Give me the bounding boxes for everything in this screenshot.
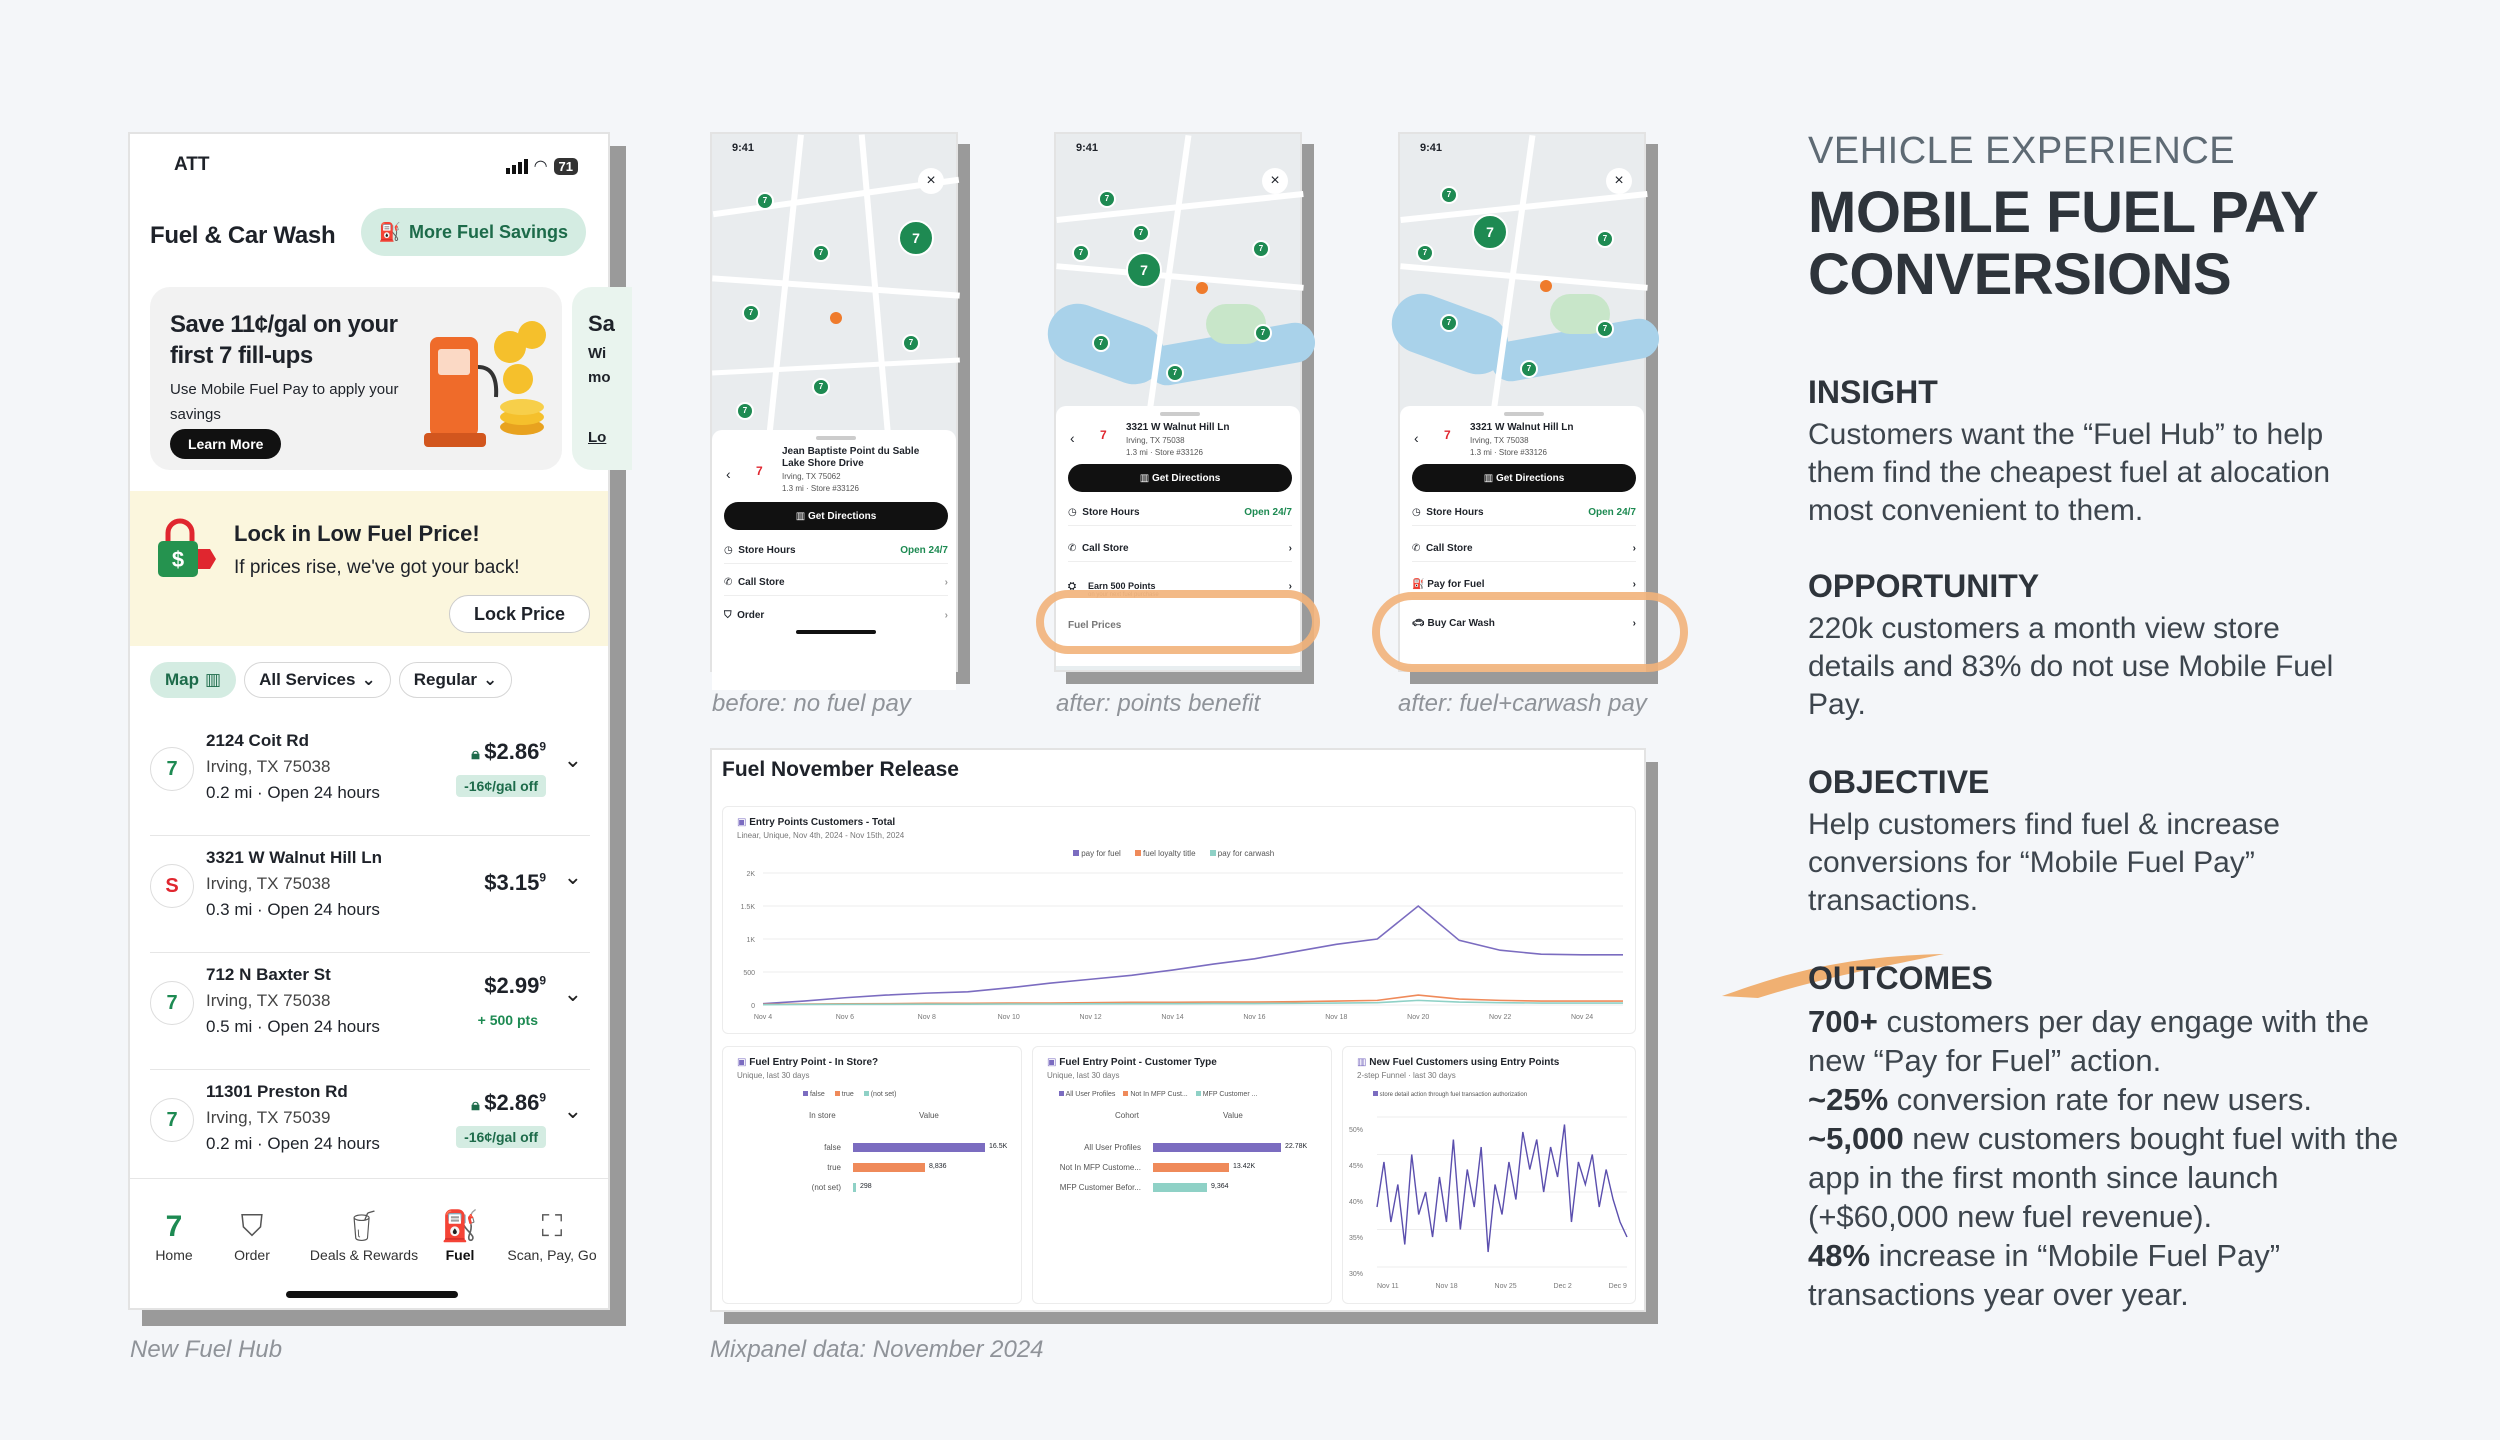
store-pin-icon[interactable]: 7 [1252, 240, 1270, 258]
get-directions-button[interactable]: ▥ Get Directions [724, 502, 948, 530]
tab-home[interactable]: 7 Home [144, 1207, 204, 1263]
store-city: Irving, TX 75038 [1470, 436, 1529, 445]
store-hours-row[interactable]: ◷ Store Hours Open 24/7 [1068, 500, 1292, 526]
selected-store-pin-icon[interactable]: 7 [898, 220, 934, 256]
tab-order[interactable]: ⛉ Order [222, 1207, 282, 1263]
y-axis-ticks: 50% 45% 40% 35% 30% [1349, 1127, 1364, 1278]
row-label: false [824, 1143, 841, 1152]
column-header: Value [1223, 1111, 1243, 1120]
x-tick-label: Nov 4 [753, 1014, 773, 1021]
promo-body: Use Mobile Fuel Pay to apply your savings [170, 381, 399, 423]
chevron-down-icon[interactable]: ⌄ [563, 981, 582, 1006]
store-hours-row[interactable]: ◷ Store Hours Open 24/7 [1412, 500, 1636, 526]
chevron-down-icon: ⌄ [483, 670, 498, 689]
store-address: 3321 W Walnut Hill Ln [206, 848, 382, 867]
bar-value: 13.42K [1233, 1163, 1256, 1170]
caption-fuel-hub: New Fuel Hub [130, 1336, 283, 1363]
x-tick-label: Nov 20 [1407, 1014, 1430, 1021]
store-pin-icon[interactable]: 7 [1596, 230, 1614, 248]
bar-value: 8,836 [929, 1163, 947, 1170]
chevron-down-icon: ⌄ [361, 670, 376, 689]
chart-icon: ▣ [1047, 1057, 1060, 1068]
store-name: Jean Baptiste Point du Sable Lake Shore Drive [782, 446, 920, 469]
outcome-item: ~25% conversion rate for new users. [1808, 1082, 2313, 1117]
row-label: Not In MFP Custome... [1059, 1163, 1141, 1172]
store-logo-icon: 7 [150, 1098, 194, 1142]
store-pin-icon[interactable]: 7 [1596, 320, 1614, 338]
phone-icon: ✆ [1068, 543, 1082, 554]
tab-deals-rewards[interactable]: 🥤︎ Deals & Rewards [306, 1207, 422, 1263]
store-row[interactable] [150, 836, 590, 953]
earn-points-row[interactable]: ⛭ Earn 500 Points › on your next fuel purchase [1068, 580, 1292, 598]
get-directions-button[interactable]: ▥ Get Directions [1068, 464, 1292, 492]
caption-carwash: after: fuel+carwash pay [1398, 690, 1647, 717]
carrier-label: ATT [174, 154, 210, 175]
store-distance: 0.3 mi · Open 24 hours [206, 900, 380, 919]
opportunity-text: 220k customers a month view store details and 83% do not use Mobile Fuel Pay. [1808, 612, 2334, 721]
store-pin-icon[interactable]: 7 [1440, 186, 1458, 204]
clock-icon: ◷ [1412, 507, 1427, 518]
signal-icon [506, 159, 528, 174]
new-fuel-customers-panel [1342, 1046, 1636, 1304]
section-kicker: VEHICLE EXPERIENCE [1808, 130, 2236, 172]
status-time: 9:41 [732, 142, 755, 154]
store-logo-icon: 7 [150, 747, 194, 791]
x-tick-label: Nov 16 [1243, 1014, 1266, 1021]
store-pin-icon[interactable]: 7 [1098, 190, 1116, 208]
home-icon: 7 [165, 1210, 183, 1243]
lock-price-banner [130, 491, 608, 646]
row-label: (not set) [811, 1183, 841, 1192]
x-tick-label: Nov 24 [1570, 1014, 1594, 1021]
store-city: Irving, TX 75062 [782, 472, 841, 481]
store-meta: 1.3 mi · Store #33126 [1470, 448, 1547, 457]
objective-text: Help customers find fuel & increase conversions for “Mobile Fuel Pay” transactions. [1808, 808, 2280, 917]
lock-price-title: Lock in Low Fuel Price! [234, 521, 480, 546]
lock-price-button[interactable]: Lock Price [449, 595, 590, 633]
y-tick-label: 2K [746, 871, 755, 878]
insight-heading: INSIGHT [1808, 374, 1938, 410]
user-location-icon [830, 312, 842, 324]
store-pin-icon[interactable]: 7 [1254, 324, 1272, 342]
store-pin-icon[interactable]: 7 [736, 402, 754, 420]
column-header: Cohort [1115, 1111, 1140, 1120]
entry-points-line-chart [723, 865, 1633, 1033]
outcomes-text [1808, 1002, 2408, 1314]
x-tick-label: Nov 18 [1325, 1014, 1348, 1021]
status-time: 9:41 [1420, 142, 1443, 154]
svg-text:$: $ [171, 547, 185, 572]
map-icon: ▥ [1483, 472, 1496, 484]
x-axis-ticks: Nov 11 Nov 18 Nov 25 Dec 2 Dec 9 [1377, 1283, 1627, 1290]
fuel-prices-row[interactable]: Fuel Prices [1068, 619, 1122, 631]
map-filter-chip[interactable]: Map ▥ [150, 662, 236, 698]
outcomes-heading: OUTCOMES [1808, 960, 1993, 996]
bag-icon: ⛉ [240, 1210, 264, 1243]
store-pin-icon[interactable]: 7 [1132, 224, 1150, 242]
outcome-item: 700+ customers per day engage with the new “Pay for Fuel” action. [1808, 1004, 2369, 1078]
chevron-down-icon[interactable]: ⌄ [563, 747, 582, 772]
car-wash-icon: 🚗︎ [1412, 617, 1428, 629]
selected-store-pin-icon[interactable]: 7 [1472, 214, 1508, 250]
caption-points: after: points benefit [1056, 690, 1261, 717]
outcome-item: 48% increase in “Mobile Fuel Pay” transactions year over year. [1808, 1238, 2281, 1312]
scan-icon: ⛶ [541, 1210, 563, 1243]
store-meta: 1.3 mi · Store #33126 [1126, 448, 1203, 457]
price-tag: -16¢/gal off [456, 1126, 546, 1148]
back-icon[interactable]: ‹ [1070, 430, 1075, 446]
cup-icon: 🥤︎ [344, 1210, 384, 1243]
store-pin-icon[interactable]: 7 [812, 378, 830, 396]
series-line [763, 906, 1623, 1004]
bar-value: 298 [860, 1183, 872, 1190]
store-logo-icon: 7 [1444, 428, 1451, 442]
lock-price-body: If prices rise, we've got your back! [234, 557, 520, 578]
get-directions-button[interactable]: ▥ Get Directions [1412, 464, 1636, 492]
mixpanel-dashboard [710, 748, 1646, 1312]
in-store-panel [722, 1046, 1022, 1304]
store-row[interactable] [150, 719, 590, 836]
store-distance: 0.2 mi · Open 24 hours [206, 1134, 380, 1153]
status-time: 9:41 [1076, 142, 1099, 154]
clock-icon: ◷ [724, 545, 739, 556]
row-label: All User Profiles [1084, 1143, 1141, 1152]
call-store-row[interactable]: ✆ Call Store › [724, 570, 948, 596]
customer-type-panel [1032, 1046, 1332, 1304]
y-tick-label: 1.5K [740, 904, 755, 911]
store-pin-icon[interactable]: 7 [1166, 364, 1184, 382]
legend-item: pay for fuel [1073, 849, 1121, 858]
learn-more-button[interactable]: Learn More [170, 429, 281, 459]
x-tick-label: Nov 8 [917, 1014, 936, 1021]
tab-scan-pay-go[interactable]: ⛶ Scan, Pay, Go [504, 1207, 600, 1263]
bottom-tab-bar [130, 1178, 608, 1308]
home-indicator [286, 1291, 458, 1298]
column-header: Value [919, 1111, 939, 1120]
pay-for-fuel-row[interactable]: ⛽ Pay for Fuel › [1412, 572, 1636, 598]
call-store-row[interactable]: ✆ Call Store › [1412, 536, 1636, 562]
row-label: MFP Customer Befor... [1059, 1183, 1141, 1192]
promo-card-next[interactable]: Sa Wi mo Lo [572, 287, 632, 470]
x-tick-label: Nov 22 [1489, 1014, 1512, 1021]
chart-icon: ▣ [737, 1057, 750, 1068]
dashboard-title: Fuel November Release [722, 758, 959, 781]
conversion-line [1377, 1125, 1627, 1253]
store-address: 2124 Coit Rd [206, 731, 309, 750]
fuel-price: $3.15$^9$ [484, 870, 546, 895]
caption-before: before: no fuel pay [712, 690, 911, 717]
selected-store-pin-icon[interactable]: 7 [1126, 252, 1162, 288]
caption-mixpanel: Mixpanel data: November 2024 [710, 1336, 1044, 1363]
store-logo-icon: 7 [1100, 428, 1107, 442]
fuel-pump-icon: ⛽ [378, 221, 401, 242]
grade-filter-chip[interactable]: Regular ⌄ [399, 662, 513, 698]
bar-all-users [1153, 1143, 1281, 1152]
store-meta: 1.3 mi · Store #33126 [782, 484, 859, 493]
close-icon[interactable]: × [1262, 168, 1288, 194]
store-pin-icon[interactable]: 7 [1520, 360, 1538, 378]
store-city: Irving, TX 75039 [206, 1108, 331, 1127]
y-tick-label: 0 [751, 1003, 755, 1010]
store-city: Irving, TX 75038 [1126, 436, 1185, 445]
legend-item: fuel loyalty title [1135, 849, 1196, 858]
bar-value: 9,364 [1211, 1183, 1229, 1190]
bar-true [853, 1163, 925, 1172]
chart-icon: ▣ [737, 817, 750, 828]
user-location-icon [1196, 282, 1208, 294]
close-icon[interactable]: × [918, 168, 944, 194]
panel-subtitle: Unique, last 30 days [737, 1071, 810, 1080]
panel-subtitle: Unique, last 30 days [1047, 1071, 1120, 1080]
close-icon[interactable]: × [1606, 168, 1632, 194]
legend-item: All User Profiles [1059, 1091, 1115, 1098]
map-icon: ▥ [795, 510, 808, 522]
bar-value: 16.5K [989, 1143, 1008, 1150]
store-pin-icon[interactable]: 7 [902, 334, 920, 352]
store-hours-row[interactable]: ◷ Store Hours Open 24/7 [724, 538, 948, 564]
points-tag: + 500 pts [477, 1012, 538, 1028]
fuel-pump-icon: ⛽ [1412, 579, 1428, 590]
fuel-pump-illustration-icon [410, 307, 560, 457]
phone-icon: ✆ [724, 577, 738, 588]
fuel-price: 🔒︎ $2.86$^9$ [471, 739, 546, 764]
battery-icon: 71 [554, 158, 578, 175]
opportunity-heading: OPPORTUNITY [1808, 568, 2040, 604]
outcome-item: ~5,000 new customers bought fuel with the app in the first month since launch (+$60,000 new fuel revenue). [1808, 1121, 2399, 1234]
lock-icon: 🔒︎ [471, 746, 485, 763]
store-name: 3321 W Walnut Hill Ln [1126, 422, 1230, 433]
panel-legend: store detail action through fuel transaction authorization [1373, 1091, 1527, 1098]
conversion-line-chart [1377, 1117, 1627, 1277]
chart-legend [1073, 849, 1274, 858]
store-pin-icon[interactable]: 7 [812, 244, 830, 262]
points-icon: ⛭ [1068, 580, 1076, 592]
map-icon: ▥ [1139, 472, 1152, 484]
store-pin-icon[interactable]: 7 [1072, 244, 1090, 262]
status-bar [130, 134, 608, 198]
store-detail-sheet [712, 430, 956, 690]
legend-item: (not set) [864, 1091, 897, 1098]
panel-legend [803, 1091, 896, 1098]
bar-value: 22.78K [1285, 1143, 1308, 1150]
objective-heading: OBJECTIVE [1808, 764, 1990, 800]
home-indicator [796, 630, 876, 634]
store-pin-icon[interactable]: 7 [742, 304, 760, 322]
bar-mfp-customer [1153, 1183, 1207, 1192]
store-city: Irving, TX 75038 [206, 757, 331, 776]
fuel-price: 🔒︎ $2.86$^9$ [471, 1090, 546, 1115]
back-icon[interactable]: ‹ [726, 466, 731, 482]
store-distance: 0.5 mi · Open 24 hours [206, 1017, 380, 1036]
y-tick-label: 500 [743, 970, 755, 977]
panel-title: ▣ Fuel Entry Point - Customer Type [1047, 1057, 1217, 1068]
back-icon[interactable]: ‹ [1414, 430, 1419, 446]
legend-item: Not In MFP Cust... [1123, 1091, 1187, 1098]
phone-icon: ✆ [1412, 543, 1426, 554]
buy-car-wash-row[interactable]: 🚗︎ Buy Car Wash › [1412, 617, 1636, 629]
x-tick-label: Nov 12 [1079, 1014, 1102, 1021]
more-fuel-savings-button[interactable] [361, 208, 586, 256]
filter-bar [150, 662, 512, 698]
x-tick-label: Nov 14 [1161, 1014, 1184, 1021]
promo-title: Save 11¢/gal on your first 7 fill-ups [170, 311, 398, 369]
store-address: 712 N Baxter St [206, 965, 331, 984]
panel-title: ▣ Fuel Entry Point - In Store? [737, 1057, 879, 1068]
row-label: true [827, 1163, 841, 1172]
panel-title: ▥ New Fuel Customers using Entry Points [1357, 1057, 1560, 1068]
promo-card[interactable] [150, 287, 562, 470]
store-logo-icon: 7 [756, 464, 763, 478]
price-lock-icon [154, 519, 220, 583]
bar-false [853, 1143, 985, 1152]
store-pin-icon[interactable]: 7 [1092, 334, 1110, 352]
clock-icon: ◷ [1068, 507, 1083, 518]
fuel-pump-icon: ⛽ [441, 1210, 479, 1243]
x-tick-label: Nov 6 [835, 1014, 855, 1021]
chart-subtitle: Linear, Unique, Nov 4th, 2024 - Nov 15th, 2024 [737, 831, 905, 840]
services-filter-chip[interactable]: All Services ⌄ [244, 662, 391, 698]
chevron-down-icon[interactable]: ⌄ [563, 1098, 582, 1123]
x-tick-label: Nov 10 [997, 1014, 1020, 1021]
store-pin-icon[interactable]: 7 [1440, 314, 1458, 332]
bar-not-set [853, 1183, 856, 1192]
store-distance: 0.2 mi · Open 24 hours [206, 783, 380, 802]
y-tick-label: 1K [746, 937, 755, 944]
chart-title: ▣ Entry Points Customers - Total [737, 817, 896, 828]
store-row[interactable] [150, 1070, 590, 1187]
highlight-pay-for-fuel [1372, 592, 1688, 672]
legend-item: MFP Customer ... [1196, 1091, 1258, 1098]
panel-subtitle: 2-step Funnel · last 30 days [1357, 1071, 1456, 1080]
call-store-row[interactable]: ✆ Call Store › [1068, 536, 1292, 562]
page-heading: MOBILE FUEL PAY CONVERSIONS [1808, 180, 2319, 307]
legend-item: pay for carwash [1210, 849, 1275, 858]
lock-icon: 🔒︎ [471, 1097, 485, 1114]
before-store-details-screen [710, 132, 958, 672]
wifi-icon: ◠ [533, 158, 548, 175]
panel-legend [1059, 1091, 1257, 1098]
store-pin-icon[interactable]: 7 [756, 192, 774, 210]
entry-points-chart-panel [722, 806, 1636, 1034]
user-location-icon [1540, 280, 1552, 292]
funnel-icon: ▥ [1357, 1057, 1370, 1068]
store-city: Irving, TX 75038 [206, 874, 331, 893]
store-logo-icon: 7 [150, 981, 194, 1025]
chevron-down-icon[interactable]: ⌄ [563, 864, 582, 889]
order-row[interactable]: ⛉ Order › [724, 609, 948, 621]
map-icon: ▥ [205, 670, 222, 689]
carwash-store-details-screen [1398, 132, 1646, 672]
price-tag: -16¢/gal off [456, 775, 546, 797]
store-name: 3321 W Walnut Hill Ln [1470, 422, 1574, 433]
tab-fuel[interactable]: ⛽ Fuel [430, 1207, 490, 1263]
insight-text: Customers want the “Fuel Hub” to help them find the cheapest fuel at alocation most convenient to them. [1808, 418, 2331, 527]
highlight-earn-points [1036, 590, 1320, 654]
column-header: In store [809, 1111, 836, 1120]
store-logo-icon: S [150, 864, 194, 908]
store-address: 11301 Preston Rd [206, 1082, 348, 1101]
store-city: Irving, TX 75038 [206, 991, 331, 1010]
bag-icon: ⛉ [724, 609, 738, 621]
store-row[interactable] [150, 953, 590, 1070]
bar-not-mfp [1153, 1163, 1229, 1172]
fuel-price: $2.99$^9$ [484, 973, 546, 998]
fuel-hub-phone [128, 132, 615, 1310]
legend-item: true [835, 1091, 854, 1098]
store-pin-icon[interactable]: 7 [1416, 244, 1434, 262]
legend-item: false [803, 1091, 825, 1098]
more-fuel-savings-label: More Fuel Savings [408, 221, 568, 242]
page-title: Fuel & Car Wash [150, 222, 336, 249]
